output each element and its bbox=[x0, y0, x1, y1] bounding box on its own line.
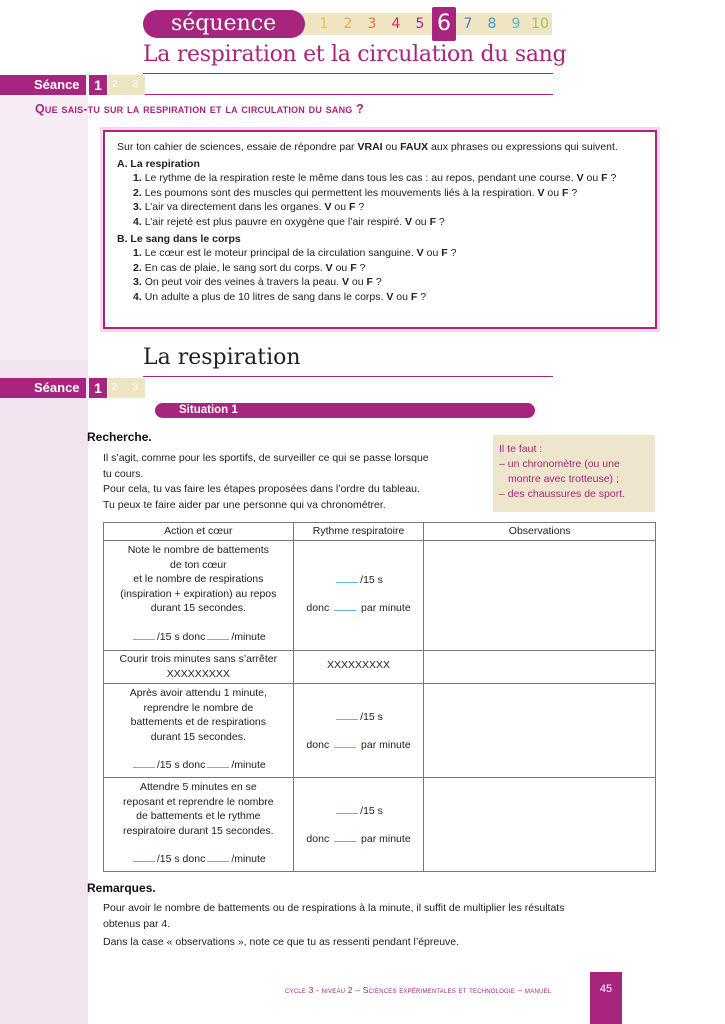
question-mark: ? bbox=[358, 201, 365, 214]
faux-choice: F bbox=[366, 276, 373, 289]
heart-rate-entry bbox=[104, 758, 293, 773]
sequence-number-4: 4 bbox=[391, 16, 401, 32]
action-line: (inspiration + expiration) au repos bbox=[120, 587, 277, 600]
rythme-15-label: /15 s bbox=[360, 711, 383, 723]
question-mark: ? bbox=[438, 215, 445, 228]
vrai-choice: V bbox=[576, 172, 584, 185]
remarque-line: Dans la case « observations », note ce que tu as ressenti pendant l’épreuve. bbox=[103, 936, 460, 948]
sequence-number-5: 5 bbox=[415, 16, 425, 32]
item-number: 3. bbox=[133, 201, 142, 214]
item-number: 4. bbox=[133, 290, 142, 303]
ou-text: ou bbox=[586, 172, 599, 185]
quiz-item bbox=[117, 246, 645, 261]
blank-field[interactable] bbox=[336, 710, 358, 720]
action-line: et le nombre de respirations bbox=[133, 573, 264, 585]
item-text: Un adulte a plus de 10 litres de sang dans le corps. bbox=[144, 290, 384, 303]
section-divider bbox=[143, 376, 553, 377]
action-cell bbox=[104, 778, 294, 872]
rythme-min-entry bbox=[294, 738, 424, 753]
seance-number: 1 bbox=[89, 378, 107, 398]
sequence-number-10: 10 bbox=[531, 16, 549, 32]
seance-divider bbox=[145, 94, 553, 95]
section-title: La respiration bbox=[143, 345, 301, 370]
blank-field[interactable] bbox=[336, 804, 358, 814]
table-row bbox=[104, 541, 656, 651]
blank-field[interactable] bbox=[133, 758, 155, 768]
faux-choice: F bbox=[429, 215, 436, 228]
remarques-title: Remarques. bbox=[87, 881, 156, 895]
sequence-label: séquence bbox=[143, 10, 305, 38]
action-cell bbox=[104, 541, 294, 651]
footer-text: cycle 3 - niveau 2 – Sciences expérimentales et technologie – manuel bbox=[285, 985, 552, 995]
action-line: reposant et reprendre le nombre bbox=[123, 795, 274, 808]
action-line: XXXXXXXXX bbox=[166, 667, 230, 680]
permin-label: /minute bbox=[231, 759, 266, 771]
section-b-list bbox=[117, 246, 645, 304]
table-header: Action et cœur bbox=[104, 523, 294, 541]
ou-text: ou bbox=[547, 186, 560, 199]
action-line: Après avoir attendu 1 minute, bbox=[129, 687, 267, 699]
quiz-item bbox=[117, 171, 645, 186]
vrai-choice: V bbox=[386, 290, 394, 303]
item-text: Le cœur est le moteur principal de la circulation sanguine. bbox=[144, 247, 414, 260]
action-line: durant 15 secondes. bbox=[150, 730, 246, 743]
table-row bbox=[104, 651, 656, 684]
faux-label: FAUX bbox=[400, 141, 429, 153]
seance-other-numbers: 2 3 bbox=[108, 75, 145, 95]
action-line: durant 15 secondes. bbox=[150, 602, 246, 614]
heart-rate-entry bbox=[104, 630, 293, 645]
vrai-choice: V bbox=[341, 276, 349, 289]
ou-text: ou bbox=[414, 215, 427, 228]
observation-cell[interactable] bbox=[424, 651, 656, 684]
rythme-15-label: /15 s bbox=[360, 574, 383, 586]
quiz-item bbox=[117, 261, 645, 276]
item-text: L’air rejeté est plus pauvre en oxygène que l’air respiré. bbox=[144, 215, 403, 228]
rythme-min-entry bbox=[294, 601, 424, 616]
sidebar-band bbox=[0, 360, 88, 1024]
sequence-number-2: 2 bbox=[343, 16, 353, 32]
quiz-item bbox=[117, 275, 645, 290]
question-mark: ? bbox=[375, 276, 382, 289]
page-title: La respiration et la circulation du sang bbox=[143, 42, 567, 67]
rythme-15-entry bbox=[294, 710, 424, 725]
blank-field[interactable] bbox=[133, 852, 155, 862]
il-te-faut-box bbox=[493, 435, 655, 512]
donc-label: donc bbox=[306, 738, 330, 751]
table-header-row bbox=[104, 523, 656, 541]
faux-choice: F bbox=[441, 247, 448, 260]
recherche-line: tu cours. bbox=[103, 467, 144, 480]
action-line: de battements et le rythme bbox=[136, 810, 261, 822]
item-text: L’air va directement dans les organes. bbox=[144, 201, 322, 214]
table-row bbox=[104, 778, 656, 872]
page-number: 45 bbox=[590, 972, 622, 1024]
rythme-min-entry bbox=[294, 832, 424, 847]
observation-cell[interactable] bbox=[424, 778, 656, 872]
vrai-choice: V bbox=[324, 201, 332, 214]
action-line: Attendre 5 minutes en se bbox=[139, 781, 257, 793]
observation-table bbox=[103, 522, 656, 872]
il-te-faut-item: – un chronomètre (ou une bbox=[499, 458, 620, 470]
action-line: Note le nombre de battements bbox=[127, 544, 269, 556]
blank-field[interactable] bbox=[334, 832, 356, 842]
blank-field[interactable] bbox=[207, 758, 229, 768]
recherche-line: Il s’agit, comme pour les sportifs, de surveiller ce qui se passe lorsque bbox=[103, 452, 429, 464]
seance-other-numbers: 2 3 bbox=[108, 378, 145, 398]
action-cell bbox=[104, 651, 294, 684]
question-mark: ? bbox=[420, 290, 427, 303]
vrai-choice: V bbox=[416, 247, 424, 260]
section-b-title: B. Le sang dans le corps bbox=[117, 232, 241, 245]
quiz-item bbox=[117, 200, 645, 215]
rythme-cell bbox=[293, 684, 424, 778]
ou-text: ou bbox=[351, 276, 364, 289]
blank-field[interactable] bbox=[336, 573, 358, 583]
blank-field[interactable] bbox=[133, 630, 155, 640]
item-number: 1. bbox=[133, 172, 142, 185]
vrai-label: VRAI bbox=[357, 141, 383, 153]
il-te-faut-item: – des chaussures de sport. bbox=[499, 488, 626, 500]
item-number: 2. bbox=[133, 186, 142, 199]
per15-label: /15 s donc bbox=[156, 853, 206, 865]
rythme-15-entry bbox=[294, 804, 424, 819]
question-mark: ? bbox=[450, 247, 457, 260]
rythme-cell bbox=[293, 541, 424, 651]
table-header: Rythme respiratoire bbox=[293, 523, 424, 541]
item-text: Les poumons sont des muscles qui permettent les mouvements liés à la respiration. bbox=[144, 186, 535, 199]
sequence-number-8: 8 bbox=[487, 16, 497, 32]
sidebar-band-top bbox=[0, 75, 88, 360]
faux-choice: F bbox=[349, 201, 356, 214]
ou-text: ou bbox=[396, 290, 408, 303]
observation-cell[interactable] bbox=[424, 541, 656, 651]
sequence-number-3: 3 bbox=[367, 16, 377, 32]
ou-text: ou bbox=[426, 247, 439, 260]
quiz-box bbox=[103, 130, 657, 329]
sequence-number-6: 6 bbox=[432, 7, 456, 41]
table-header: Observations bbox=[424, 523, 656, 541]
recherche-line: Pour cela, tu vas faire les étapes proposées dans l’ordre du tableau. bbox=[103, 483, 420, 495]
recherche-text bbox=[103, 451, 488, 513]
question-mark: ? bbox=[359, 261, 366, 274]
situation-banner: Situation 1 bbox=[155, 403, 535, 418]
quiz-item bbox=[117, 290, 645, 305]
seance-label: Séance bbox=[0, 378, 86, 398]
ou-text: ou bbox=[334, 201, 347, 214]
vrai-choice: V bbox=[325, 261, 333, 274]
blank-field[interactable] bbox=[334, 738, 356, 748]
quiz-intro-end: aux phrases ou expressions qui suivent. bbox=[428, 141, 618, 153]
question-title: Que sais-tu sur la respiration et la circulation du sang ? bbox=[35, 102, 365, 116]
remarque-line: Pour avoir le nombre de battements ou de respirations à la minute, il suffit de multiplier les résultats bbox=[103, 902, 565, 914]
donc-label: donc bbox=[306, 601, 330, 614]
recherche-line: Tu peux te faire aider par une personne qui va chronométrer. bbox=[103, 498, 386, 511]
title-divider bbox=[143, 73, 553, 74]
vrai-choice: V bbox=[537, 186, 545, 199]
table-row bbox=[104, 684, 656, 778]
section-a-title: A. La respiration bbox=[117, 157, 200, 170]
faux-choice: F bbox=[410, 290, 418, 303]
par-minute-label: par minute bbox=[361, 832, 411, 845]
action-line: de ton cœur bbox=[170, 558, 227, 571]
recherche-title: Recherche. bbox=[87, 430, 152, 444]
seance-label: Séance bbox=[0, 75, 86, 95]
question-mark: ? bbox=[571, 186, 578, 199]
item-text: On peut voir des veines à travers la peau. bbox=[144, 276, 340, 289]
blank-field[interactable] bbox=[334, 601, 356, 611]
action-line: Courir trois minutes sans s’arrêter bbox=[119, 653, 278, 665]
per15-label: /15 s donc bbox=[156, 759, 206, 771]
sequence-number-9: 9 bbox=[511, 16, 521, 32]
rythme-cell: XXXXXXXXX bbox=[293, 651, 424, 684]
question-mark: ? bbox=[610, 172, 617, 185]
permin-label: /minute bbox=[231, 630, 266, 643]
il-te-faut-title: Il te faut : bbox=[499, 443, 543, 455]
ou-text: ou bbox=[335, 261, 348, 274]
item-number: 4. bbox=[133, 215, 142, 228]
par-minute-label: par minute bbox=[361, 601, 411, 614]
vrai-choice: V bbox=[405, 215, 413, 228]
item-text: Le rythme de la respiration reste le même dans tous les cas : au repos, pendant une course. bbox=[144, 172, 574, 185]
permin-label: /minute bbox=[231, 853, 266, 865]
heart-rate-entry bbox=[104, 852, 293, 867]
faux-choice: F bbox=[601, 172, 608, 185]
remarques-text bbox=[103, 901, 663, 951]
blank-field[interactable] bbox=[207, 630, 229, 640]
item-text: En cas de plaie, le sang sort du corps. bbox=[144, 261, 323, 274]
donc-label: donc bbox=[306, 832, 330, 845]
il-te-faut-item: montre avec trotteuse) ; bbox=[508, 473, 619, 485]
blank-field[interactable] bbox=[207, 852, 229, 862]
per15-label: /15 s donc bbox=[156, 630, 206, 643]
sequence-number-7: 7 bbox=[463, 16, 473, 32]
sequence-number-1: 1 bbox=[319, 16, 329, 32]
action-line: respiratoire durant 15 secondes. bbox=[123, 824, 274, 837]
item-number: 3. bbox=[133, 276, 142, 289]
action-cell bbox=[104, 684, 294, 778]
item-number: 1. bbox=[133, 247, 142, 260]
rythme-cell bbox=[293, 778, 424, 872]
observation-cell[interactable] bbox=[424, 684, 656, 778]
par-minute-label: par minute bbox=[361, 738, 411, 751]
action-line: reprendre le nombre de bbox=[143, 701, 254, 714]
rythme-15-label: /15 s bbox=[360, 805, 383, 817]
action-line: battements et de respirations bbox=[130, 716, 267, 728]
remarque-line: obtenus par 4. bbox=[103, 917, 171, 930]
item-number: 2. bbox=[133, 261, 142, 274]
quiz-intro-text: Sur ton cahier de sciences, essaie de répondre par bbox=[117, 141, 358, 153]
seance-number: 1 bbox=[89, 75, 107, 95]
section-a-list bbox=[117, 171, 645, 229]
ou-text: ou bbox=[382, 141, 401, 153]
quiz-intro bbox=[117, 140, 645, 155]
rythme-15-entry bbox=[294, 573, 424, 588]
quiz-item bbox=[117, 215, 645, 230]
faux-choice: F bbox=[562, 186, 569, 199]
quiz-item bbox=[117, 186, 645, 201]
faux-choice: F bbox=[350, 261, 357, 274]
